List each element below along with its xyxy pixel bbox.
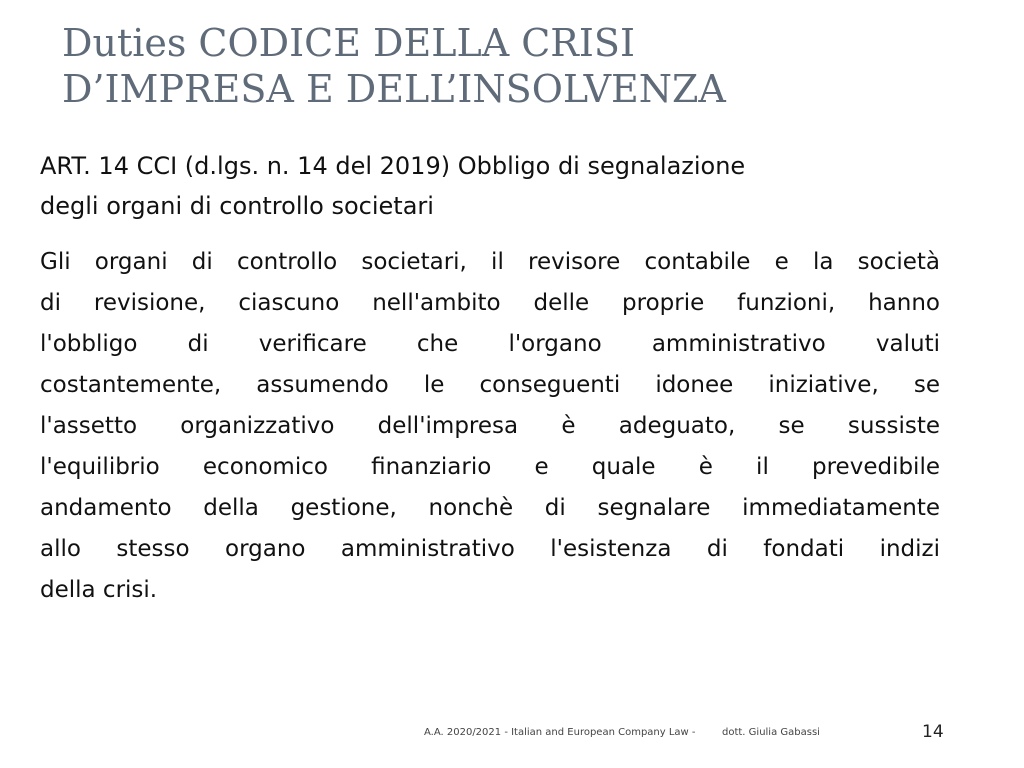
body-line: della crisi. bbox=[40, 577, 158, 603]
slide-title bbox=[62, 20, 962, 112]
footer-author: dott. Giulia Gabassi bbox=[722, 727, 820, 738]
slide-title-line: Duties CODICE DELLA CRISI bbox=[62, 21, 635, 65]
page-number: 14 bbox=[922, 722, 944, 742]
body-line: l'obbligo di verificare che l'organo amministrativo valuti bbox=[40, 331, 940, 357]
body-line: l'assetto organizzativo dell'impresa è adeguato, se sussiste bbox=[40, 413, 940, 439]
body-line: allo stesso organo amministrativo l'esistenza di fondati indizi bbox=[40, 536, 940, 562]
body-line: di revisione, ciascuno nell'ambito delle proprie funzioni, hanno bbox=[40, 290, 940, 316]
article-heading-line: degli organi di controllo societari bbox=[40, 192, 434, 220]
body-line: costantemente, assumendo le conseguenti idonee iniziative, se bbox=[40, 372, 940, 398]
article-body bbox=[40, 242, 940, 611]
slide-title-line: D’IMPRESA E DELL’INSOLVENZA bbox=[62, 67, 726, 111]
slide-footer bbox=[0, 724, 1024, 744]
article-heading bbox=[40, 146, 940, 226]
body-line: l'equilibrio economico finanziario e quale è il prevedibile bbox=[40, 454, 940, 480]
body-line: andamento della gestione, nonchè di segnalare immediatamente bbox=[40, 495, 940, 521]
footer-course: A.A. 2020/2021 - Italian and European Company Law - bbox=[424, 727, 696, 738]
article-heading-line: ART. 14 CCI (d.lgs. n. 14 del 2019) Obbligo di segnalazione bbox=[40, 152, 746, 180]
body-line: Gli organi di controllo societari, il revisore contabile e la società bbox=[40, 249, 940, 275]
